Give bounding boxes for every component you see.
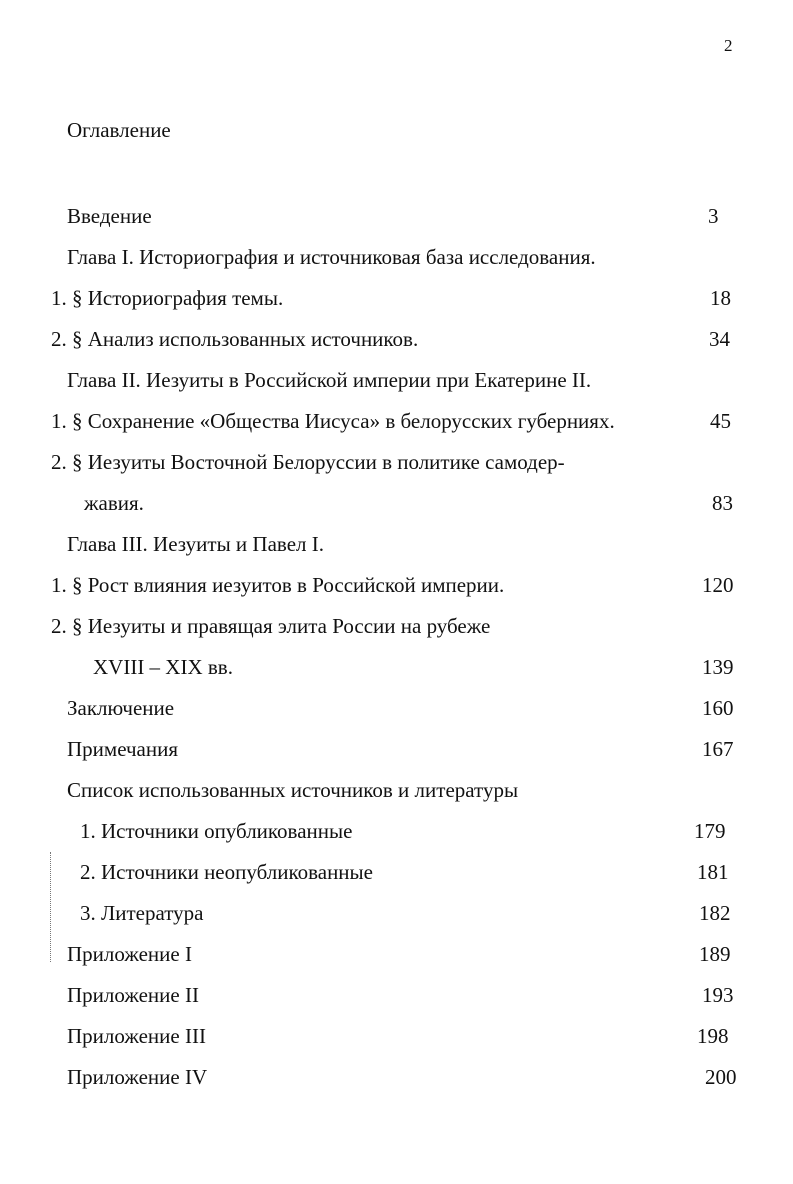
toc-entry-sources[interactable]: Список использованных источников и литературы [67, 778, 519, 802]
toc-page-appendix-4: 200 [705, 1065, 737, 1089]
toc-page-sources-2: 181 [697, 860, 729, 884]
toc-chapter-2[interactable]: Глава II. Иезуиты в Российской империи при Екатерине II. [67, 368, 592, 392]
toc-page-conclusion: 160 [702, 696, 734, 720]
toc-heading: Оглавление [67, 118, 171, 142]
toc-entry-sources-1[interactable]: 1. Источники опубликованные [80, 819, 353, 843]
toc-entry-ch3-s2[interactable]: 2. § Иезуиты и правящая элита России на рубеже [51, 614, 491, 638]
toc-page-notes: 167 [702, 737, 734, 761]
toc-entry-conclusion[interactable]: Заключение [67, 696, 175, 720]
toc-entry-intro[interactable]: Введение [67, 204, 152, 228]
toc-page-ch3-s2: 139 [702, 655, 734, 679]
toc-page-ch3-s1: 120 [702, 573, 734, 597]
toc-page-appendix-1: 189 [699, 942, 731, 966]
toc-entry-ch2-s1[interactable]: 1. § Сохранение «Общества Иисуса» в белорусских губерниях. [51, 409, 615, 433]
toc-entry-ch2-s2[interactable]: 2. § Иезуиты Восточной Белоруссии в политике самодер- [51, 450, 565, 474]
toc-entry-appendix-2[interactable]: Приложение II [67, 983, 199, 1007]
toc-entry-notes[interactable]: Примечания [67, 737, 179, 761]
toc-entry-ch2-s2-cont[interactable]: жавия. [84, 491, 144, 515]
toc-entry-ch1-s1[interactable]: 1. § Историография темы. [51, 286, 284, 310]
toc-chapter-3[interactable]: Глава III. Иезуиты и Павел I. [67, 532, 324, 556]
toc-entry-sources-3[interactable]: 3. Литература [80, 901, 204, 925]
page-number: 2 [724, 36, 733, 55]
toc-entry-ch1-s2[interactable]: 2. § Анализ использованных источников. [51, 327, 419, 351]
toc-page-appendix-3: 198 [697, 1024, 729, 1048]
toc-page-ch1-s1: 18 [710, 286, 731, 310]
toc-page-sources-3: 182 [699, 901, 731, 925]
toc-page-ch1-s2: 34 [709, 327, 730, 351]
toc-page-ch2-s2: 83 [712, 491, 733, 515]
toc-page-appendix-2: 193 [702, 983, 734, 1007]
toc-chapter-1[interactable]: Глава I. Историография и источниковая база исследования. [67, 245, 596, 269]
toc-page-ch2-s1: 45 [710, 409, 731, 433]
toc-entry-sources-2[interactable]: 2. Источники неопубликованные [80, 860, 373, 884]
toc-entry-ch3-s1[interactable]: 1. § Рост влияния иезуитов в Российской империи. [51, 573, 505, 597]
toc-entry-appendix-4[interactable]: Приложение IV [67, 1065, 208, 1089]
margin-mark [50, 852, 52, 962]
toc-page-intro: 3 [708, 204, 719, 228]
toc-page-sources-1: 179 [694, 819, 726, 843]
toc-entry-ch3-s2-cont[interactable]: XVIII – XIX вв. [93, 655, 233, 679]
toc-entry-appendix-3[interactable]: Приложение III [67, 1024, 206, 1048]
toc-entry-appendix-1[interactable]: Приложение I [67, 942, 192, 966]
